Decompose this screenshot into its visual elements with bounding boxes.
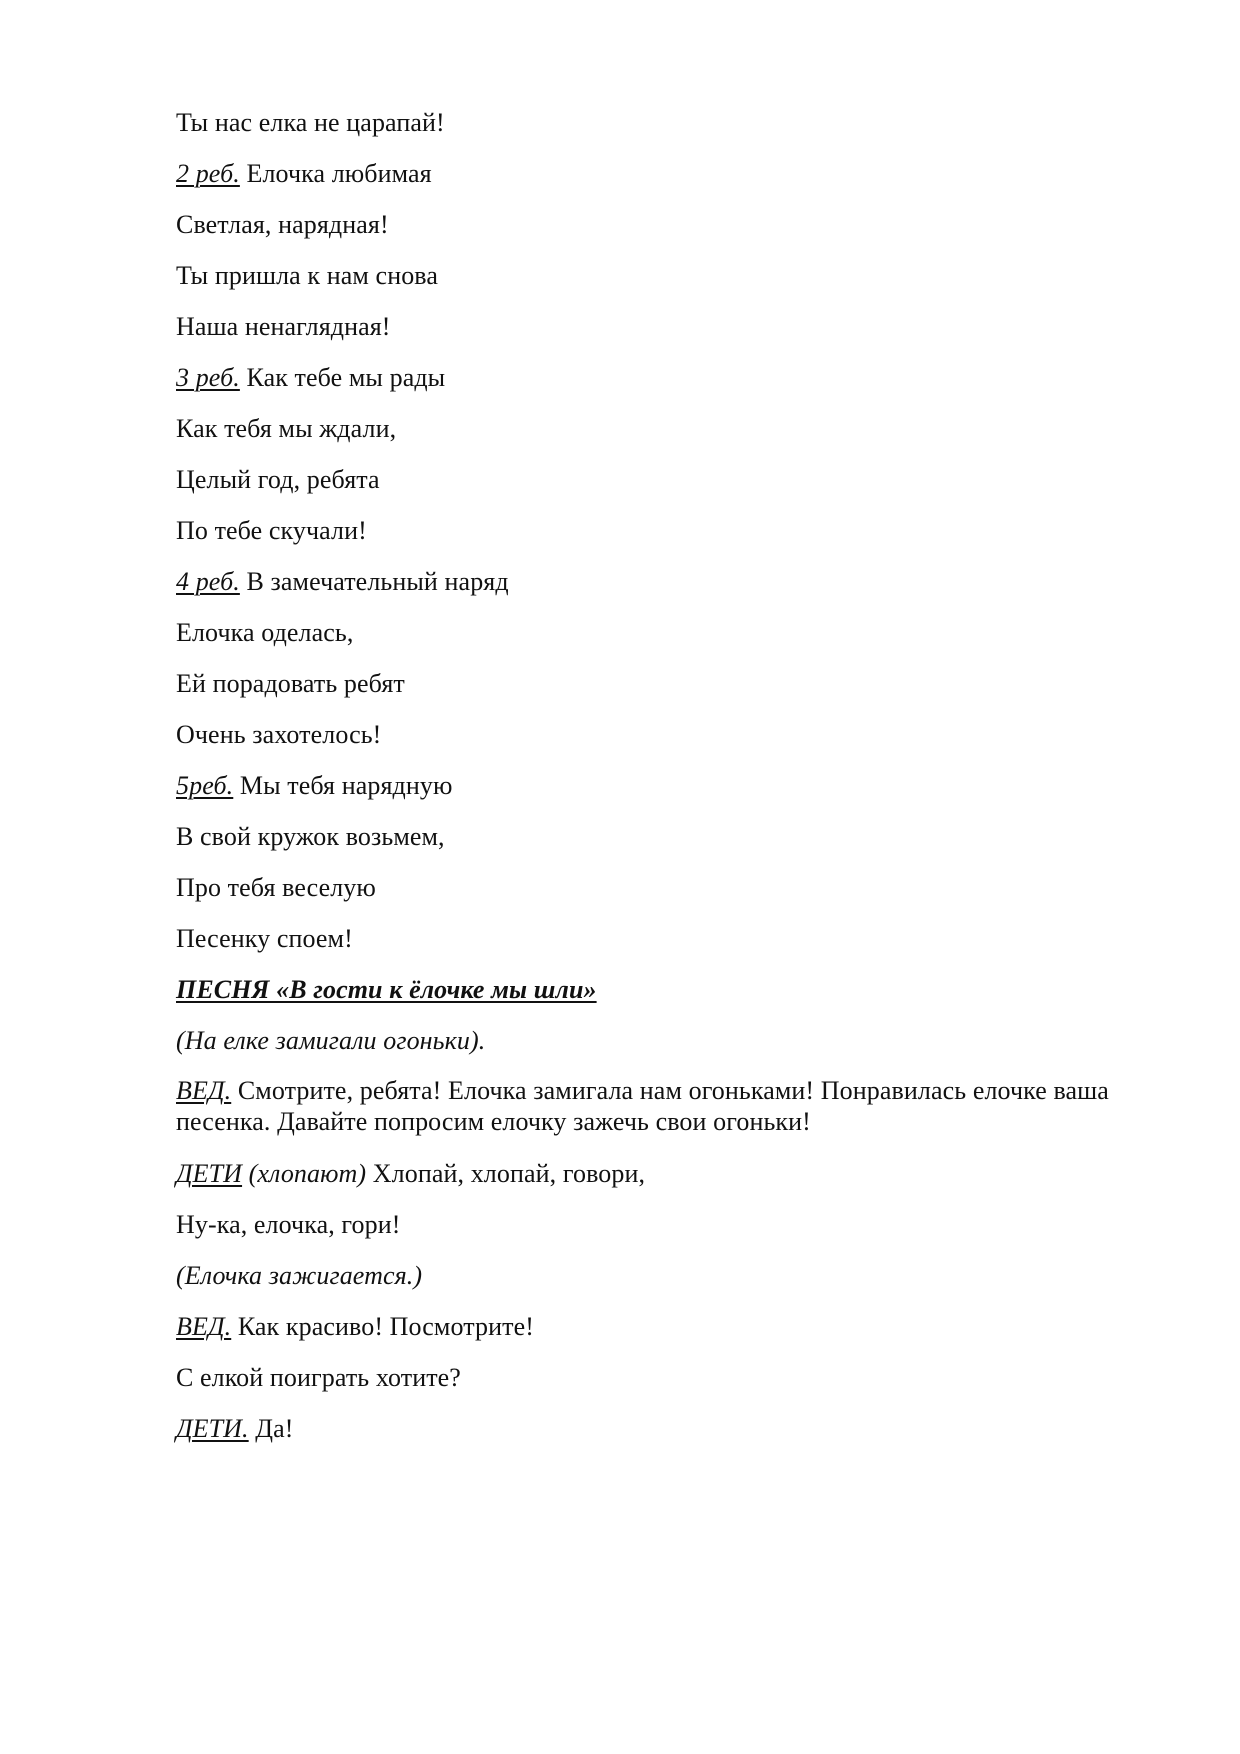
speaker-label: 3 реб. — [176, 363, 240, 392]
verse-line: Светлая, нарядная! — [176, 210, 389, 239]
speaker-label: 4 реб. — [176, 567, 240, 596]
verse-line: Песенку споем! — [176, 924, 353, 953]
verse-line: Ты пришла к нам снова — [176, 261, 438, 290]
speaker-text: В замечательный наряд — [239, 567, 509, 596]
stage-direction: (Елочка зажигается.) — [176, 1261, 423, 1290]
stage-direction-inline: (хлопают) — [242, 1159, 367, 1188]
speaker-line — [176, 1157, 1156, 1190]
speaker-label: ВЕД. — [176, 1076, 232, 1105]
speaker-text: Смотрите, ребята! Елочка замигала нам огоньками! Понравилась елочке ваша песенка. Давайте попросим елочку зажечь свои огоньки! — [176, 1076, 1109, 1136]
speaker-text: Хлопай, хлопай, говори, — [366, 1159, 646, 1188]
speaker-label: ВЕД. — [176, 1312, 232, 1341]
speaker-text: Мы тебя нарядную — [233, 771, 453, 800]
speaker-text: Как красиво! Посмотрите! — [231, 1312, 535, 1341]
verse-line: Наша ненаглядная! — [176, 312, 391, 341]
verse-line: Ну-ка, елочка, гори! — [176, 1210, 401, 1239]
speaker-text: Да! — [248, 1414, 294, 1443]
verse-line: Как тебя мы ждали, — [176, 414, 397, 443]
song-title: ПЕСНЯ «В гости к ёлочке мы шли» — [176, 975, 597, 1004]
speaker-label: ДЕТИ. — [176, 1414, 249, 1443]
speaker-line — [176, 769, 1156, 802]
stage-direction: (На елке замигали огоньки). — [176, 1026, 486, 1055]
verse-line: Ты нас елка не царапай! — [176, 108, 445, 137]
song-heading — [176, 973, 1156, 1006]
speaker-text: Елочка любимая — [239, 159, 432, 188]
verse-line: Ей порадовать ребят — [176, 669, 405, 698]
verse-line: Про тебя веселую — [176, 873, 376, 902]
speaker-label: 5реб. — [176, 771, 234, 800]
verse-line: Целый год, ребята — [176, 465, 380, 494]
speaker-line — [176, 361, 1156, 394]
verse-line: Очень захотелось! — [176, 720, 382, 749]
verse-line: С елкой поиграть хотите? — [176, 1363, 461, 1392]
speaker-line — [176, 565, 1156, 598]
verse-line: По тебе скучали! — [176, 516, 367, 545]
speaker-line — [176, 157, 1156, 190]
speaker-text: Как тебе мы рады — [239, 363, 446, 392]
verse-line: Елочка оделась, — [176, 618, 354, 647]
speaker-paragraph — [176, 1075, 1156, 1137]
verse-line: В свой кружок возьмем, — [176, 822, 445, 851]
speaker-line — [176, 1310, 1156, 1343]
speaker-label: 2 реб. — [176, 159, 240, 188]
speaker-label: ДЕТИ — [176, 1159, 243, 1188]
speaker-line — [176, 1412, 1156, 1445]
